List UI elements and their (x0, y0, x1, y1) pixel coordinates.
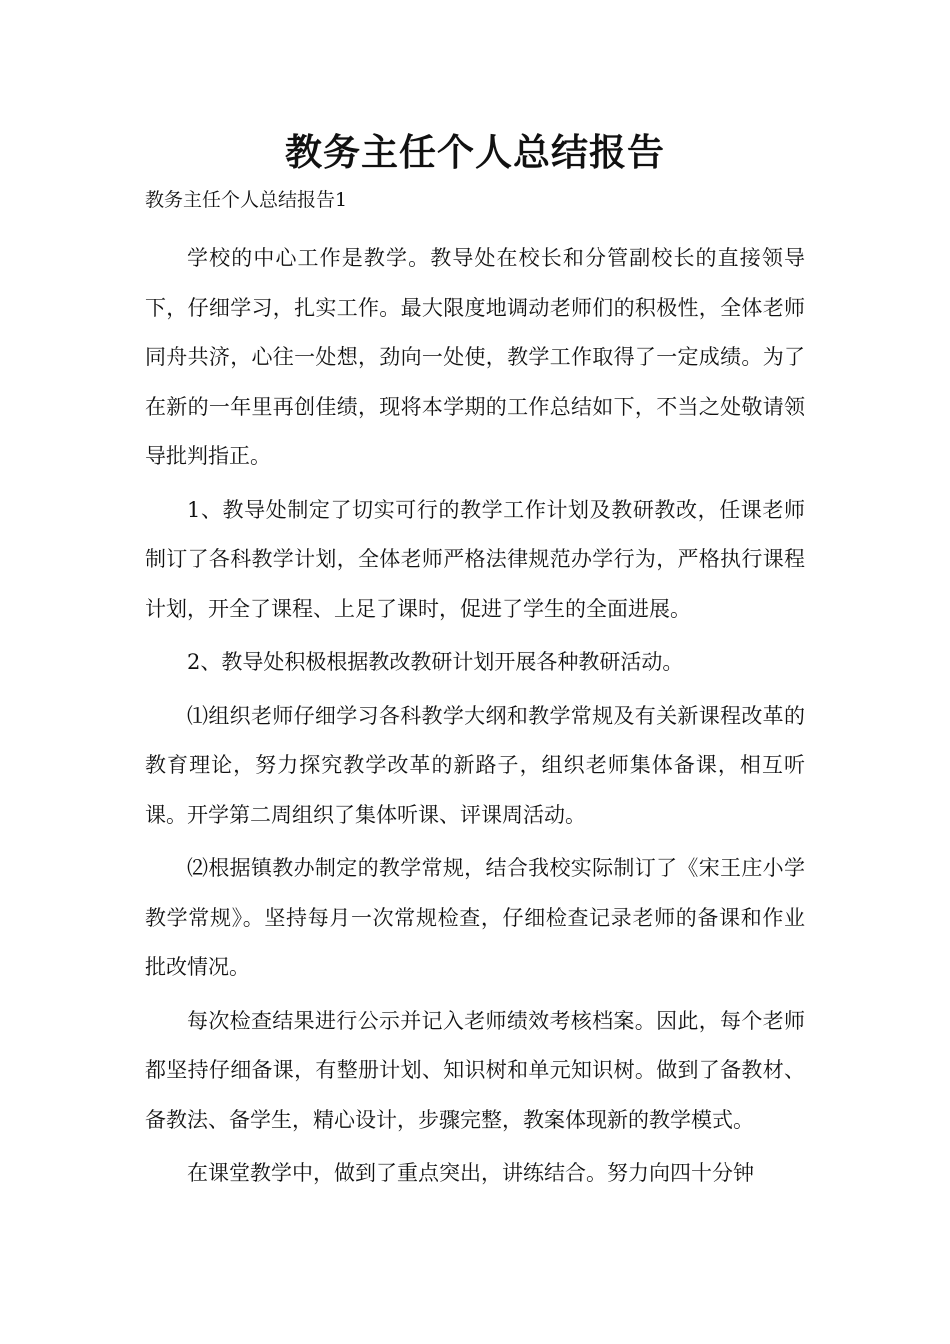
paragraph-inspection: 每次检查结果进行公示并记入老师绩效考核档案。因此，每个老师都坚持仔细备课，有整册计划、知识树和单元知识树。做到了备教材、备教法、备学生，精心设计，步骤完整，教案体现新的教学模式。 (145, 1008, 805, 1132)
paragraph-item-1: 1、教导处制定了切实可行的教学工作计划及教研教改，任课老师制订了各科教学计划，全体老师严格法律规范办学行为，严格执行课程计划，开全了课程、上足了课时，促进了学生的全面进展。 (145, 497, 805, 621)
document-body (145, 234, 805, 1203)
paragraph-classroom: 在课堂教学中，做到了重点突出，讲练结合。努力向四十分钟 (187, 1161, 754, 1185)
paragraph-item-2: 2、教导处积极根据教改教研计划开展各种教研活动。 (187, 650, 684, 674)
paragraph-subitem-1: ⑴组织老师仔细学习各科教学大纲和教学常规及有关新课程改革的教育理论，努力探究教学改革的新路子，组织老师集体备课，相互听课。开学第二周组织了集体听课、评课周活动。 (145, 703, 805, 827)
document-title: 教务主任个人总结报告 (285, 131, 665, 174)
paragraph-subitem-2: ⑵根据镇教办制定的教学常规，结合我校实际制订了《宋王庄小学教学常规》。坚持每月一次常规检查，仔细检查记录老师的备课和作业批改情况。 (145, 856, 805, 979)
paragraph-intro: 学校的中心工作是教学。教导处在校长和分管副校长的直接领导下，仔细学习，扎实工作。最大限度地调动老师们的积极性，全体老师同舟共济，心往一处想，劲向一处使，教学工作取得了一定成绩。为了在新的一年里再创佳绩，现将本学期的工作总结如下，不当之处敬请领导批判指正。 (145, 246, 805, 468)
document-subtitle: 教务主任个人总结报告1 (145, 189, 348, 211)
